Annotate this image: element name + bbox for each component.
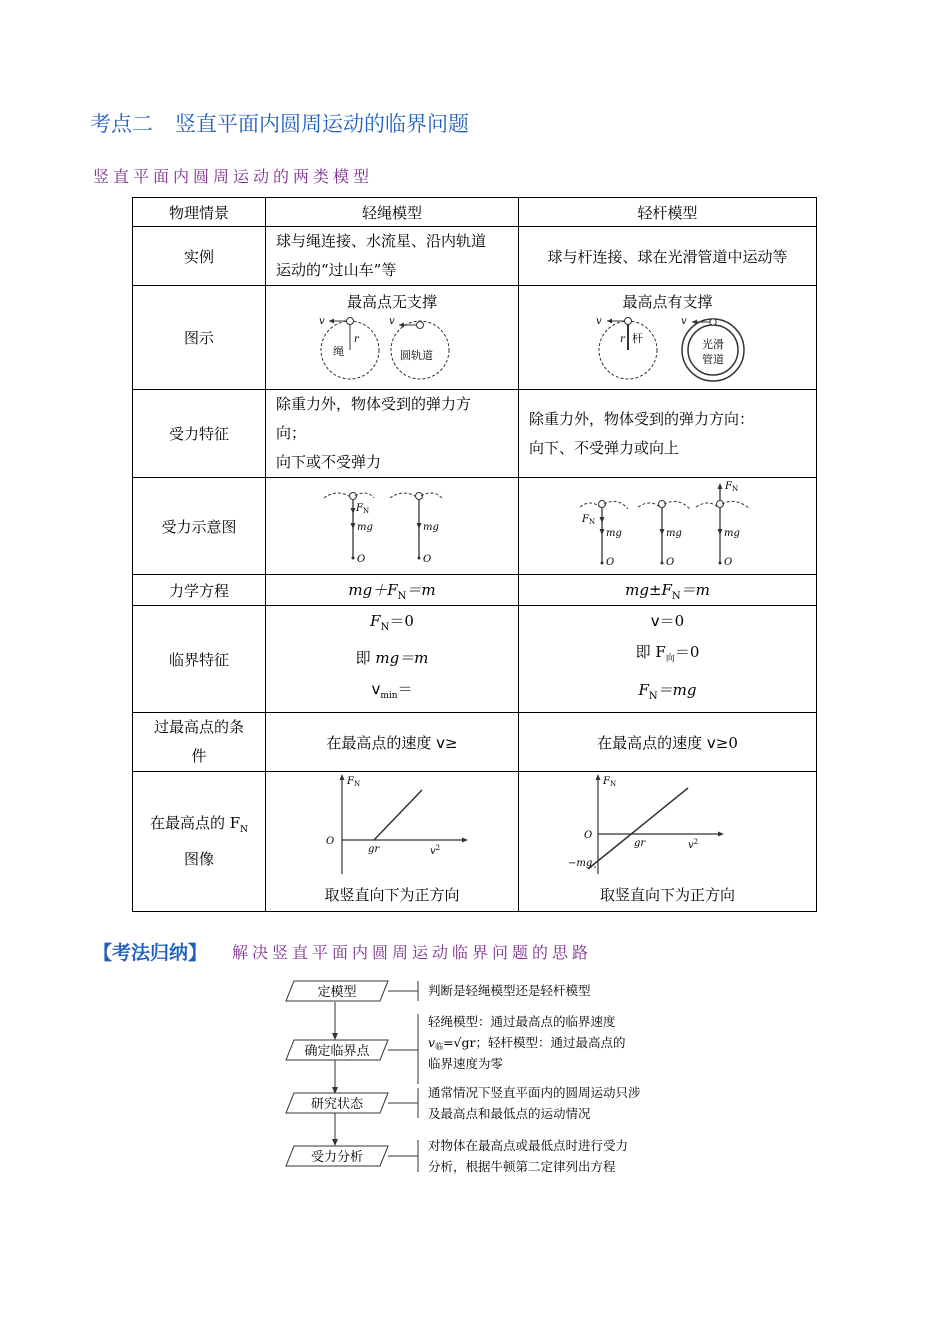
svg-text:圆轨道: 圆轨道: [400, 349, 433, 362]
svg-text:光滑: 光滑: [701, 338, 724, 351]
table-subtitle: 竖直平面内圆周运动的两类模型: [93, 167, 374, 186]
rod-diagram-caption: 最高点有支撑: [622, 293, 713, 311]
svg-text:r: r: [354, 334, 359, 345]
rope-critical-line2: 即 mg＝m: [355, 649, 429, 667]
row-label-example: 实例: [133, 227, 266, 286]
row-condition: [133, 713, 817, 772]
row-diagram: [133, 286, 817, 390]
rod-circle-figure: [588, 312, 748, 382]
rod-critical: [519, 606, 817, 713]
row-label-critical: 临界特征: [133, 606, 266, 713]
rod-fn-graph: [568, 772, 768, 878]
flow-step-3: [286, 1088, 418, 1118]
rope-example-line2: 运动的“过山车”等: [276, 261, 397, 279]
svg-text:FN: $F_N$: [602, 776, 616, 788]
row-label-condition: [133, 713, 266, 772]
flow-connector: [332, 1002, 338, 1146]
flow-step-4: [286, 1140, 418, 1172]
svg-text:mg: mg: [357, 522, 373, 533]
section-number: 考点二: [90, 112, 153, 136]
rod-critical-line3: $F_N=mg$: [638, 681, 697, 702]
rod-force-line2: 向下、不受弹力或向上: [529, 438, 680, 457]
rope-force-line2: 向；: [276, 424, 307, 442]
svg-text:v: v: [389, 316, 395, 327]
svg-text:研究状态: 研究状态: [310, 1097, 364, 1112]
method-summary-title: 解决竖直平面内圆周运动临界问题的思路: [232, 943, 593, 962]
rod-force-feature: [519, 390, 817, 478]
rope-condition: 在最高点的速度 v≥: [266, 713, 519, 772]
graph-label-line2: 图像: [183, 850, 214, 868]
row-equation: [133, 575, 817, 606]
svg-text:gr: gr: [633, 838, 645, 849]
rope-diagram-cell: [266, 286, 519, 390]
svg-text:v2: $v^2$: [687, 838, 698, 851]
model-comparison-table: [132, 197, 817, 912]
header-scenario: 物理情景: [133, 198, 266, 227]
svg-text:判断是轻绳模型还是轻杆模型: 判断是轻绳模型还是轻杆模型: [428, 983, 591, 998]
svg-text:FN: $F_N$: [724, 481, 738, 493]
rope-example: [266, 227, 519, 286]
row-label-force-diagram: 受力示意图: [133, 478, 266, 575]
svg-text:gr: gr: [368, 844, 380, 855]
rod-eq-sub: N: [671, 590, 681, 602]
condition-label-line2: 件: [191, 747, 207, 765]
svg-text:mg: mg: [723, 528, 740, 539]
svg-text:v: v: [595, 316, 602, 327]
svg-text:r: r: [619, 334, 625, 345]
svg-text:mg: mg: [665, 528, 682, 539]
svg-text:绳: 绳: [333, 345, 344, 358]
rope-eq-tail: ＝m: [406, 580, 436, 599]
svg-text:FN: $F_N$: [347, 776, 361, 788]
svg-text:v2: $v^2$: [430, 844, 441, 857]
rope-fn-graph: [292, 772, 492, 878]
rod-example: 球与杆连接、球在光滑管道中运动等: [519, 227, 817, 286]
svg-text:−mg: −mg: [567, 858, 592, 869]
row-force-diagram: [133, 478, 817, 575]
rope-critical: [266, 606, 519, 713]
rod-eq-tail: ＝m: [680, 580, 710, 599]
svg-text:O: O: [723, 557, 732, 568]
table-header-row: [133, 198, 817, 227]
rope-circle-figure: [317, 312, 467, 382]
svg-text:及最高点和最低点的运动情况: 及最高点和最低点的运动情况: [428, 1106, 591, 1121]
rod-condition: 在最高点的速度 v≥0: [519, 713, 817, 772]
svg-text:杆: 杆: [631, 332, 643, 345]
rod-graph-cell: [519, 772, 817, 912]
svg-text:O: O: [357, 554, 366, 564]
svg-text:O: O: [605, 557, 614, 568]
rope-force-line3: 向下或不受弹力: [276, 453, 382, 471]
rod-eq-main: mg±F: [625, 580, 672, 599]
svg-text:管道: 管道: [701, 353, 724, 366]
rod-critical-line1: v＝0: [650, 612, 685, 630]
row-label-force-feature: 受力特征: [133, 390, 266, 478]
svg-text:受力分析: 受力分析: [310, 1150, 364, 1165]
rope-force-figure: [322, 484, 462, 564]
header-rod-model: 轻杆模型: [519, 198, 817, 227]
row-label-graph: [133, 772, 266, 912]
rope-force-feature: [266, 390, 519, 478]
svg-text:FN: $F_N$: [356, 503, 370, 515]
row-force-feature: [133, 390, 817, 478]
svg-text:v: v: [319, 316, 325, 327]
graph-label-line1: 在最高点的 $F_N$: [149, 814, 249, 835]
svg-text:v: v: [680, 316, 687, 327]
flow-step-2: [286, 1014, 418, 1084]
rope-equation: [266, 575, 519, 606]
section-title: [90, 108, 469, 138]
row-label-equation: 力学方程: [133, 575, 266, 606]
row-graph: [133, 772, 817, 912]
rod-graph-caption: 取竖直向下为正方向: [599, 886, 735, 904]
svg-text:mg: mg: [605, 528, 622, 539]
svg-text:通常情况下竖直平面内的圆周运动只涉: 通常情况下竖直平面内的圆周运动只涉: [428, 1085, 641, 1100]
svg-text:O: O: [423, 554, 432, 564]
section-heading: 竖直平面内圆周运动的临界问题: [175, 112, 469, 136]
method-summary-label: 【考法归纳】: [93, 942, 208, 964]
rope-force-line1: 除重力外，物体受到的弹力方: [276, 395, 472, 413]
rope-example-line1: 球与绳连接、水流星、沿内轨道: [276, 232, 487, 250]
rod-force-diagram: [519, 478, 817, 575]
rope-diagram-caption: 最高点无支撑: [346, 293, 437, 311]
svg-text:O: O: [665, 557, 674, 568]
row-critical: [133, 606, 817, 713]
rope-eq-main: mg＋F: [348, 580, 398, 599]
flow-step-1: [286, 981, 418, 1001]
svg-text:v临=√gr；轻杆模型：通过最高点的: v临=√gr；轻杆模型：通过最高点的: [428, 1035, 626, 1051]
svg-text:定模型: 定模型: [317, 985, 357, 1000]
rope-critical-line1: $F_N=0$: [370, 612, 414, 633]
row-example: [133, 227, 817, 286]
svg-text:对物体在最高点或最低点时进行受力: 对物体在最高点或最低点时进行受力: [428, 1138, 629, 1153]
row-label-diagram: 图示: [133, 286, 266, 390]
condition-label-line1: 过最高点的条: [153, 718, 244, 736]
svg-text:临界速度为零: 临界速度为零: [428, 1056, 504, 1071]
rod-diagram-cell: [519, 286, 817, 390]
rope-graph-caption: 取竖直向下为正方向: [324, 886, 460, 904]
rope-eq-sub: N: [397, 590, 407, 602]
method-flowchart: [280, 972, 680, 1182]
rope-force-diagram: [266, 478, 519, 575]
header-rope-model: 轻绳模型: [266, 198, 519, 227]
svg-text:确定临界点: 确定临界点: [304, 1044, 370, 1059]
rope-graph-cell: [266, 772, 519, 912]
svg-text:分析，根据牛顿第二定律列出方程: 分析，根据牛顿第二定律列出方程: [428, 1159, 616, 1174]
svg-text:O: O: [583, 830, 592, 841]
svg-text:O: O: [326, 836, 335, 847]
svg-text:mg: mg: [423, 522, 439, 533]
rod-force-figure: [578, 479, 758, 569]
rod-force-line1: 除重力外，物体受到的弹力方向：: [529, 409, 755, 428]
rod-critical-line2: 即 $F_向=0$: [635, 643, 700, 664]
rod-equation: [519, 575, 817, 606]
svg-text:轻绳模型：通过最高点的临界速度: 轻绳模型：通过最高点的临界速度: [428, 1014, 616, 1029]
rope-critical-line3: $v_{min}=$: [371, 680, 413, 701]
flow-notes: [428, 983, 641, 1174]
svg-text:FN: $F_N$: [581, 514, 595, 526]
